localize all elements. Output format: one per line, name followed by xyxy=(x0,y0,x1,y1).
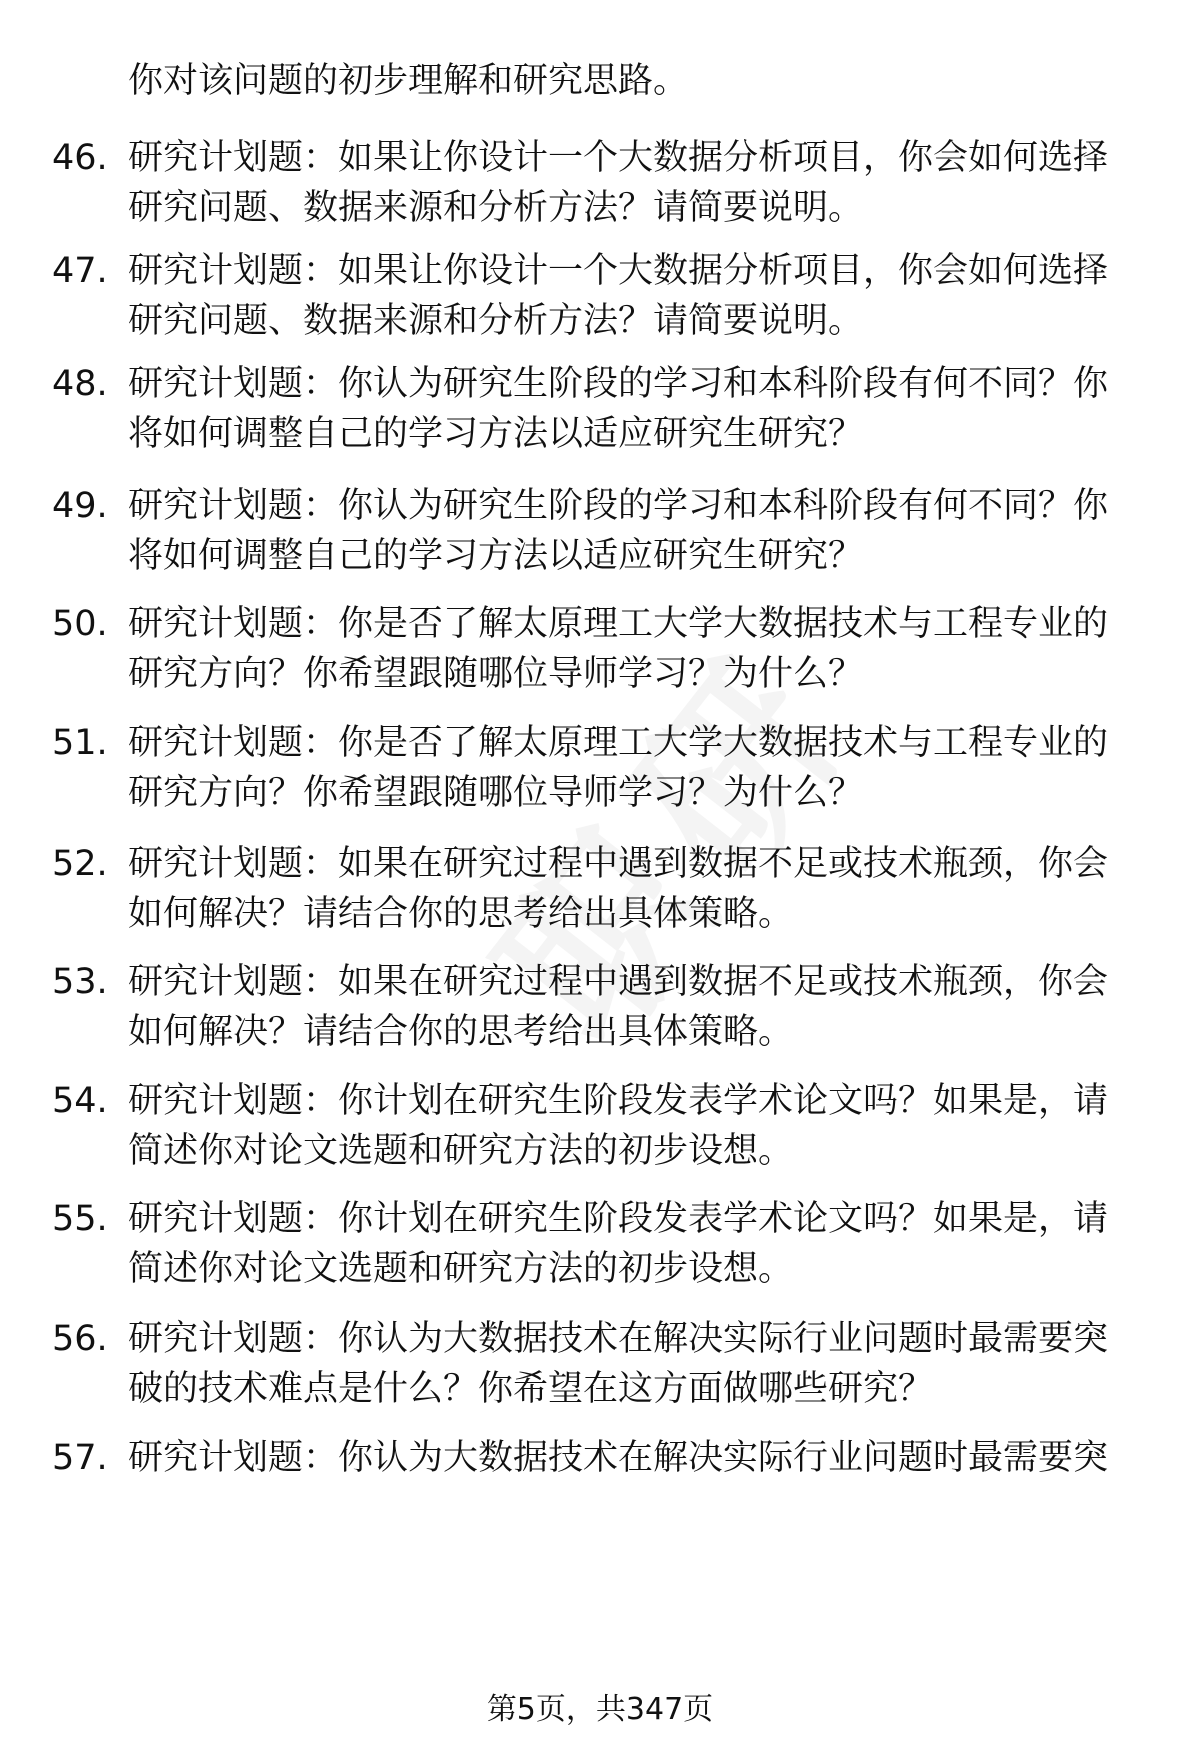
question-number: 52. xyxy=(52,844,108,884)
question-line: 研究计划题：你计划在研究生阶段发表学术论文吗？如果是，请 xyxy=(128,1199,1109,1239)
question-text xyxy=(128,839,1138,939)
question-line: 破的技术难点是什么？你希望在这方面做哪些研究？ xyxy=(128,1369,934,1409)
question-line: 研究计划题：你认为研究生阶段的学习和本科阶段有何不同？你 xyxy=(128,364,1109,404)
question-line: 研究方向？你希望跟随哪位导师学习？为什么？ xyxy=(128,654,864,694)
question-text xyxy=(128,1314,1138,1414)
question-text xyxy=(128,1433,1138,1483)
question-text xyxy=(128,246,1138,346)
question-text xyxy=(128,1194,1138,1294)
question-number: 53. xyxy=(52,962,108,1002)
question-line: 研究计划题：你计划在研究生阶段发表学术论文吗？如果是，请 xyxy=(128,1081,1109,1121)
question-line: 研究计划题：如果让你设计一个大数据分析项目，你会如何选择 xyxy=(128,251,1109,291)
question-number: 57. xyxy=(52,1438,108,1478)
question-number: 55. xyxy=(52,1199,108,1239)
question-number: 50. xyxy=(52,604,108,644)
question-line: 研究问题、数据来源和分析方法？请简要说明。 xyxy=(128,301,864,341)
question-line: 简述你对论文选题和研究方法的初步设想。 xyxy=(128,1249,794,1289)
question-line: 研究计划题：你认为大数据技术在解决实际行业问题时最需要突 xyxy=(128,1438,1109,1478)
question-number: 54. xyxy=(52,1081,108,1121)
question-line: 研究计划题：你认为研究生阶段的学习和本科阶段有何不同？你 xyxy=(128,486,1109,526)
continued-text-line: 你对该问题的初步理解和研究思路。 xyxy=(128,61,689,101)
question-number: 56. xyxy=(52,1319,108,1359)
question-line: 简述你对论文选题和研究方法的初步设想。 xyxy=(128,1131,794,1171)
question-text xyxy=(128,957,1138,1057)
question-text xyxy=(128,599,1138,699)
page-footer: 第5页，共347页 xyxy=(486,1692,714,1727)
question-text xyxy=(128,1076,1138,1176)
question-text xyxy=(128,133,1138,233)
question-number: 49. xyxy=(52,486,108,526)
question-line: 研究计划题：你是否了解太原理工大学大数据技术与工程专业的 xyxy=(128,723,1109,763)
question-text xyxy=(128,718,1138,818)
question-line: 研究计划题：你是否了解太原理工大学大数据技术与工程专业的 xyxy=(128,604,1109,644)
question-number: 46. xyxy=(52,138,108,178)
question-line: 研究问题、数据来源和分析方法？请简要说明。 xyxy=(128,188,864,228)
question-text xyxy=(128,359,1138,459)
question-number: 48. xyxy=(52,364,108,404)
question-number: 47. xyxy=(52,251,108,291)
question-line: 研究计划题：你认为大数据技术在解决实际行业问题时最需要突 xyxy=(128,1319,1109,1359)
question-line: 将如何调整自己的学习方法以适应研究生研究？ xyxy=(128,536,864,576)
question-line: 研究方向？你希望跟随哪位导师学习？为什么？ xyxy=(128,773,864,813)
question-line: 如何解决？请结合你的思考给出具体策略。 xyxy=(128,1012,794,1052)
question-text xyxy=(128,481,1138,581)
question-line: 将如何调整自己的学习方法以适应研究生研究？ xyxy=(128,414,864,454)
question-line: 研究计划题：如果让你设计一个大数据分析项目，你会如何选择 xyxy=(128,138,1109,178)
question-line: 研究计划题：如果在研究过程中遇到数据不足或技术瓶颈，你会 xyxy=(128,962,1109,1002)
question-number: 51. xyxy=(52,723,108,763)
question-line: 如何解决？请结合你的思考给出具体策略。 xyxy=(128,894,794,934)
question-line: 研究计划题：如果在研究过程中遇到数据不足或技术瓶颈，你会 xyxy=(128,844,1109,884)
